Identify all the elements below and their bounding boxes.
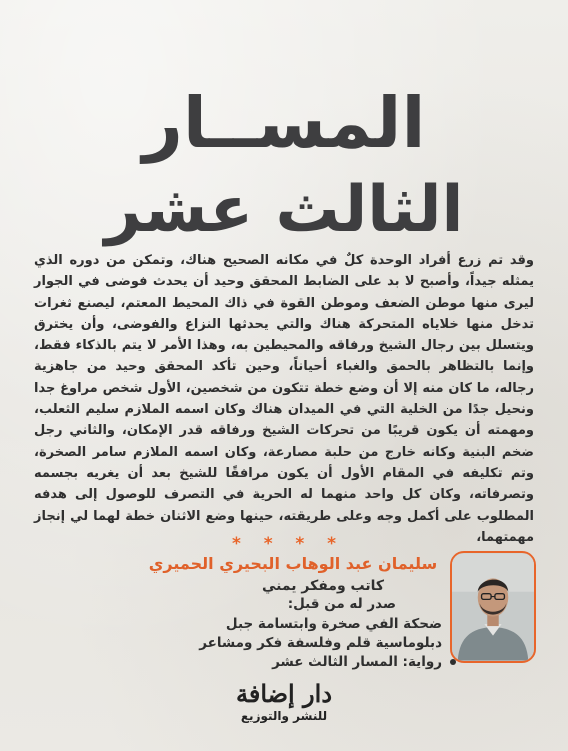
star-icon: *	[295, 534, 305, 554]
prior-works-heading: صدر له من قبل:	[287, 596, 396, 612]
list-item	[168, 615, 458, 634]
title-line-2: الثالث عشر	[104, 173, 464, 247]
publisher-name: دار إضافة	[236, 679, 332, 708]
prior-work-title: دبلوماسية قلم وفلسفة فكر ومشاعر	[199, 635, 442, 651]
title-line-1: المســار	[142, 82, 426, 164]
prior-work-title: ضحكة الفي صخرة وابتسامة جبل	[225, 616, 442, 632]
prior-works-list	[168, 615, 458, 672]
author-photo	[450, 551, 536, 663]
author-block	[128, 552, 458, 596]
star-icon: *	[232, 534, 241, 554]
synopsis-text: وقد تم زرع أفراد الوحدة كلٌ في مكانه الصحيح هناك، وتمكن من دوره الذي يمثله جيداً، وأصبح لا بد على الضابط المحقق وحيد أن يحدث فوضى في الجوار ليرى منها موطن الضعف وموطن القوة في ذاك المحيط المعتم، ليصنع ثغرات تدخل منها خلاياه المتحركة هناك والتي يحدثها النزاع والفوضى، وأن يخترق ويتسلل بين رجال الشيخ ورفاقه والمحيطين به، وهذا الأمر لا يتم بالذكاء فقط، وإنما بالتظاهر بالحمق والغباء أحياناً، وحين تأكد المحقق وحيد من جاهزية رجاله، ما كان منه إلا أن وضع خطة تتكون من شخصين، الأول شخص مراوغ جدا ونحيل جدًا من الخلية التي في الميدان هناك وكان اسمه الملازم سليم الثعلب، ومهمته أن يكون قريبًا من تحركات الشيخ ورفاقه قدر الإمكان، والثاني رجل ضخم البنية وكانه خارج من حلبة مصارعة، وكان اسمه الملازم سامر الصخرة، وتم تكليفه في المقام الأول أن يكون مرافقًا للشيخ بعد أن يغريه بجسمه وتصرفاته، وكان كل واحد منهما له الحرية في التصرف للوصول إلى هدفه المطلوب على أكمل وجه وعلى طريقته، حينها وضع الاثنان خطة لهما لي إنجاز مهمتهما،	[34, 253, 534, 545]
prior-works	[168, 595, 458, 672]
prior-work-title: رواية: المسار الثالث عشر	[272, 654, 442, 670]
author-role: كاتب ومفكر يمني	[261, 578, 385, 594]
publisher-subtitle: للنشر والتوزيع	[240, 709, 328, 723]
author-name: سليمان عبد الوهاب البحيري الحميري	[148, 554, 438, 573]
star-icon: *	[327, 534, 336, 554]
publisher-logo	[0, 680, 568, 724]
star-icon: *	[263, 534, 273, 554]
list-item	[168, 634, 458, 653]
list-item	[168, 653, 458, 672]
author-portrait-icon	[452, 553, 534, 661]
star-divider	[232, 535, 336, 553]
